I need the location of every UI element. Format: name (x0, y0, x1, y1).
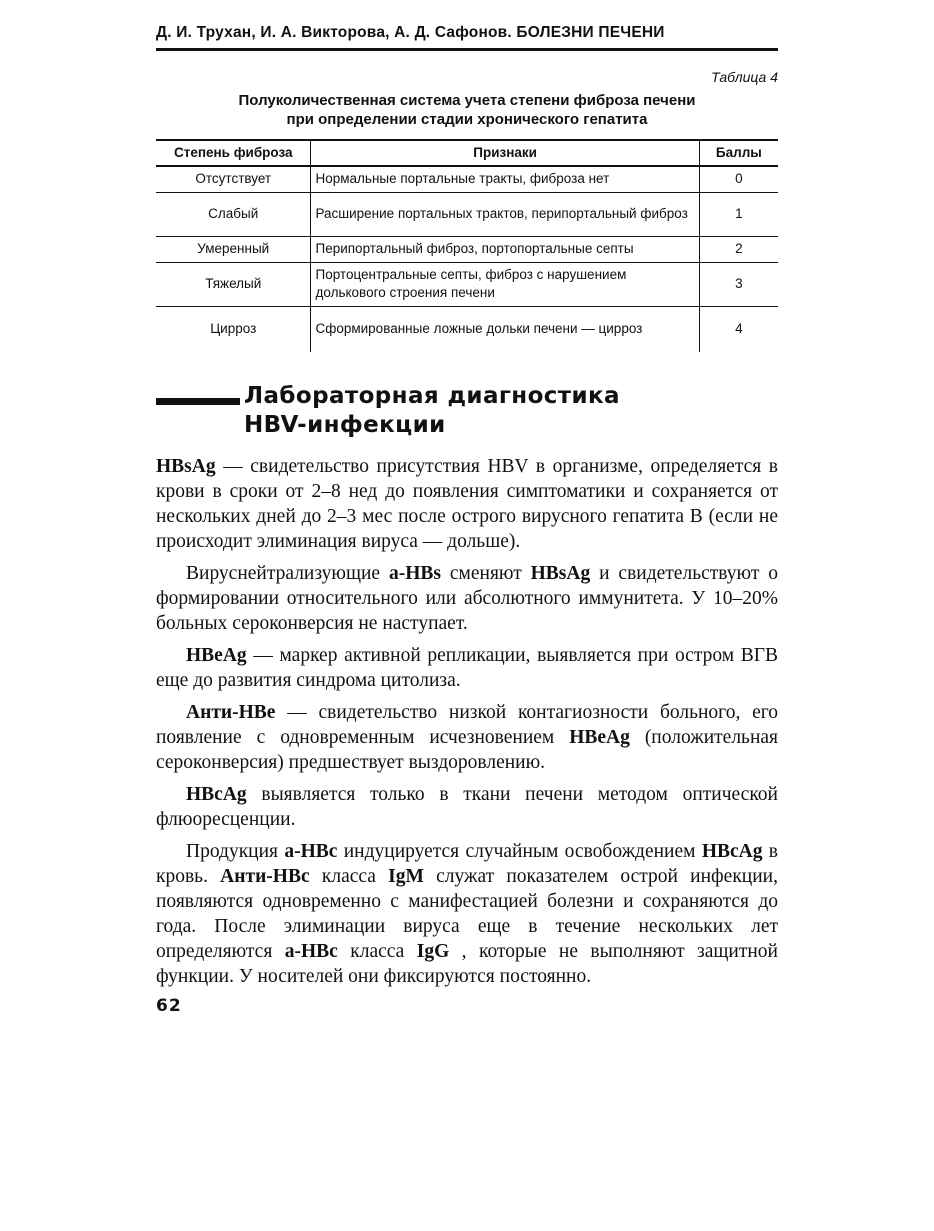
bold-term: Анти-HBc (220, 866, 310, 887)
text-run: — свидетельство присутствия HBV в организме, определяется в крови в сроки от 2–8 нед до появления симптоматики и сохраняется от нескольких дней до 2–3 мес после острого вирусного гепатита В (если не происходит элиминация вируса — дольше). (156, 456, 778, 552)
table-row (156, 166, 778, 192)
bold-term: IgM (388, 866, 424, 887)
table-cell-points: 1 (699, 192, 778, 236)
table-cell-signs: Перипортальный фиброз, портопортальные септы (311, 236, 699, 262)
table-title (156, 91, 778, 129)
paragraph (156, 782, 778, 832)
body-text (156, 454, 778, 989)
table-title-line-2: при определении стадии хронического гепатита (286, 111, 648, 128)
table-cell-points: 2 (699, 236, 778, 262)
table-cell-signs: Портоцентральные септы, фиброз с нарушением долькового строения печени (311, 262, 699, 306)
table-cell-signs: Сформированные ложные дольки печени — цирроз (311, 306, 699, 352)
bold-term: HBsAg (530, 563, 591, 584)
paragraph (156, 454, 778, 554)
section-heading (156, 382, 778, 440)
table-cell-points: 0 (699, 166, 778, 192)
paragraph (156, 839, 778, 989)
section-title: Лабораторная диагностика HBV-инфекции (244, 383, 620, 438)
section-heading-bar (156, 398, 240, 405)
bold-term: HBcAg (701, 841, 763, 862)
page-number: 62 (156, 996, 182, 1016)
table-row (156, 306, 778, 352)
table-cell-points: 3 (699, 262, 778, 306)
text-run: служат показателем острой инфекции, появляются одновременно с манифестацией болезни и сохраняются до года. После элиминации вируса еще в течение нескольких лет определяются (156, 866, 778, 962)
paragraph (156, 643, 778, 693)
table-cell-degree: Цирроз (210, 321, 257, 337)
bold-term: HBcAg (186, 784, 247, 805)
column-header-points: Баллы (699, 140, 778, 166)
table-cell-points: 4 (699, 306, 778, 352)
text-run: индуцируется случайным освобождением (337, 841, 702, 862)
table-cell-degree: Отсутствует (156, 166, 311, 192)
bold-term: HBeAg (186, 645, 247, 666)
text-run: (положительная сероконверсия) предшествует выздоровлению. (156, 727, 779, 773)
text-run: сменяют (440, 563, 531, 584)
table-cell-signs: Нормальные портальные тракты, фиброза нет (311, 166, 699, 192)
text-run: выявляется только в ткани печени методом оптической флюоресценции. (156, 784, 778, 830)
table-cell-degree: Тяжелый (156, 262, 311, 306)
bold-term: HBeAg (569, 727, 630, 748)
table-cell-degree: Слабый (156, 192, 311, 236)
book-page (156, 24, 778, 1016)
table-row (156, 262, 778, 306)
text-run: , которые не выполняют защитной функции. У носителей они фиксируются постоянно. (156, 941, 778, 987)
bold-term: HBsAg (156, 456, 216, 477)
text-run: класса (309, 866, 389, 887)
table-header-row (156, 140, 778, 166)
column-header-degree: Степень фиброза (156, 140, 311, 166)
text-run: — маркер активной репликации, выявляется при остром ВГВ еще до развития синдрома цитолиза. (156, 645, 778, 691)
column-header-signs: Признаки (311, 140, 699, 166)
text-run: в кровь. (156, 841, 778, 887)
bold-term: Анти-HBe (186, 702, 276, 723)
table-number: Таблица 4 (711, 69, 778, 85)
text-run: Продукция (186, 841, 285, 862)
bold-term: a-HBc (284, 841, 338, 862)
table-row (156, 236, 778, 262)
table-title-line-1: Полуколичественная система учета степени фиброза печени (238, 92, 696, 109)
bold-term: a-HBc (284, 941, 338, 962)
table-cell-signs: Расширение портальных трактов, перипортальный фиброз (311, 192, 699, 236)
text-run: класса (337, 941, 417, 962)
running-head: Д. И. Трухан, И. А. Викторова, А. Д. Сафонов. БОЛЕЗНИ ПЕЧЕНИ (156, 24, 778, 51)
fibrosis-table (156, 139, 778, 352)
text-run: — свидетельство низкой контагиозности больного, его появление с одновременным исчезновением (156, 702, 778, 748)
table-cell-degree: Умеренный (156, 236, 311, 262)
text-run: и свидетельствуют о формировании относительного или абсолютного иммунитета. У 10–20% больных сероконверсия не наступает. (156, 563, 779, 634)
paragraph (156, 561, 778, 636)
paragraph (156, 700, 778, 775)
table-row (156, 192, 778, 236)
bold-term: a-HBs (388, 563, 441, 584)
bold-term: IgG (416, 941, 450, 962)
text-run: Вируснейтрализующие (186, 563, 389, 584)
